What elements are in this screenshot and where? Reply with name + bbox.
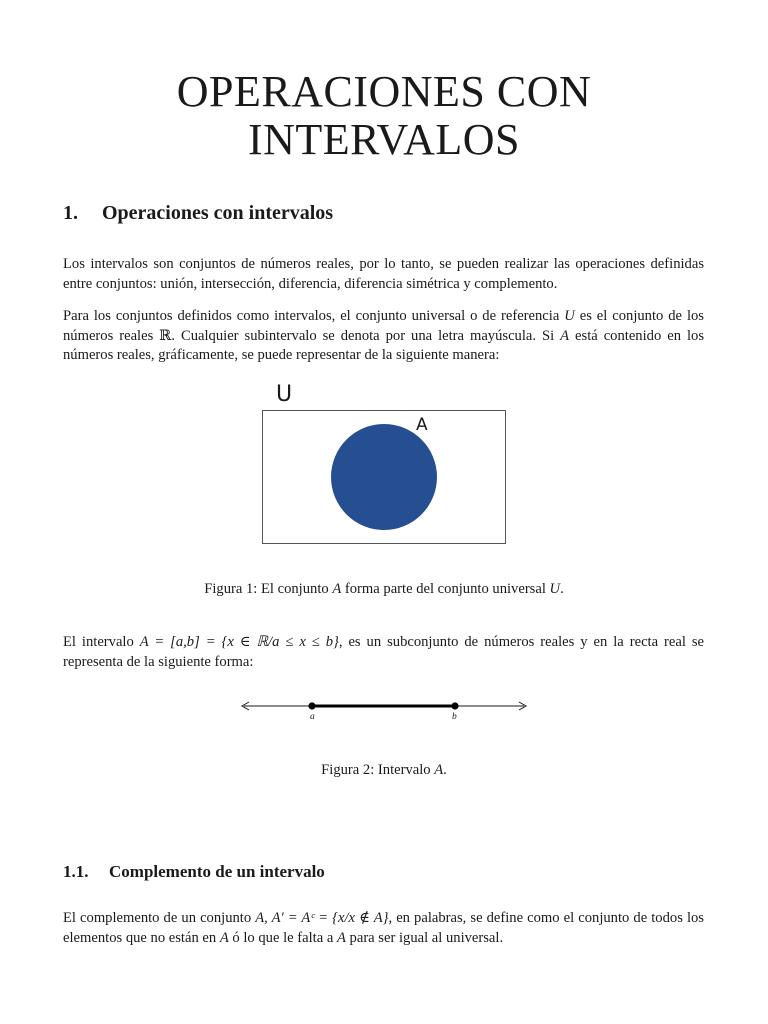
subsection-heading [63, 860, 325, 884]
figure-2-caption: Figura 2: Intervalo A. [321, 762, 447, 778]
endpoint-b [451, 702, 458, 709]
intro-paragraph: Los intervalos son conjuntos de números reales, por lo tanto, se pueden realizar las operaciones definidas entre conjuntos: unión, intersección, diferencia, diferencia simétrica y complemento. [63, 256, 704, 292]
section-number: 1. [63, 202, 78, 224]
interval-paragraph: El intervalo A = [a,b] = {x ∈ ℝ/a ≤ x ≤ b}, es un subconjunto de números reales y en la recta real se representa de la siguiente forma: [63, 634, 705, 670]
label-b: b [452, 712, 457, 722]
title-line-1: OPERACIONES CON [176, 67, 592, 116]
subsection-number: 1.1. [63, 862, 89, 881]
interval-formula: A = [a,b] = {x ∈ ℝ/a ≤ x ≤ b} [139, 634, 339, 650]
complement-paragraph: El complemento de un conjunto A, A′ = Aᶜ = {x/x ∉ A}, en palabras, se define como el conjunto de todos los elementos que no están en A ó lo que le falta a A para ser igual al universal. [63, 910, 704, 946]
set-a-label: A [416, 415, 428, 435]
label-a: a [310, 712, 315, 722]
subsection-title: Complemento de un intervalo [109, 862, 325, 881]
universal-set-paragraph: Para los conjuntos definidos como intervalos, el conjunto universal o de referencia U es el conjunto de los números reales ℝ. Cualquier subintervalo se denota por una letra mayúscula. Si A está contenido en los números reales, gráficamente, se puede representar de la siguiente manera: [63, 308, 704, 364]
complement-formula: A, A′ = Aᶜ = {x/x ∉ A} [255, 910, 389, 926]
figure-1-caption: Figura 1: El conjunto A forma parte del conjunto universal U. [204, 581, 564, 597]
title-line-2: INTERVALOS [247, 115, 520, 164]
endpoint-a [308, 702, 315, 709]
section-title: Operaciones con intervalos [102, 202, 334, 224]
universe-label: U [276, 382, 293, 407]
